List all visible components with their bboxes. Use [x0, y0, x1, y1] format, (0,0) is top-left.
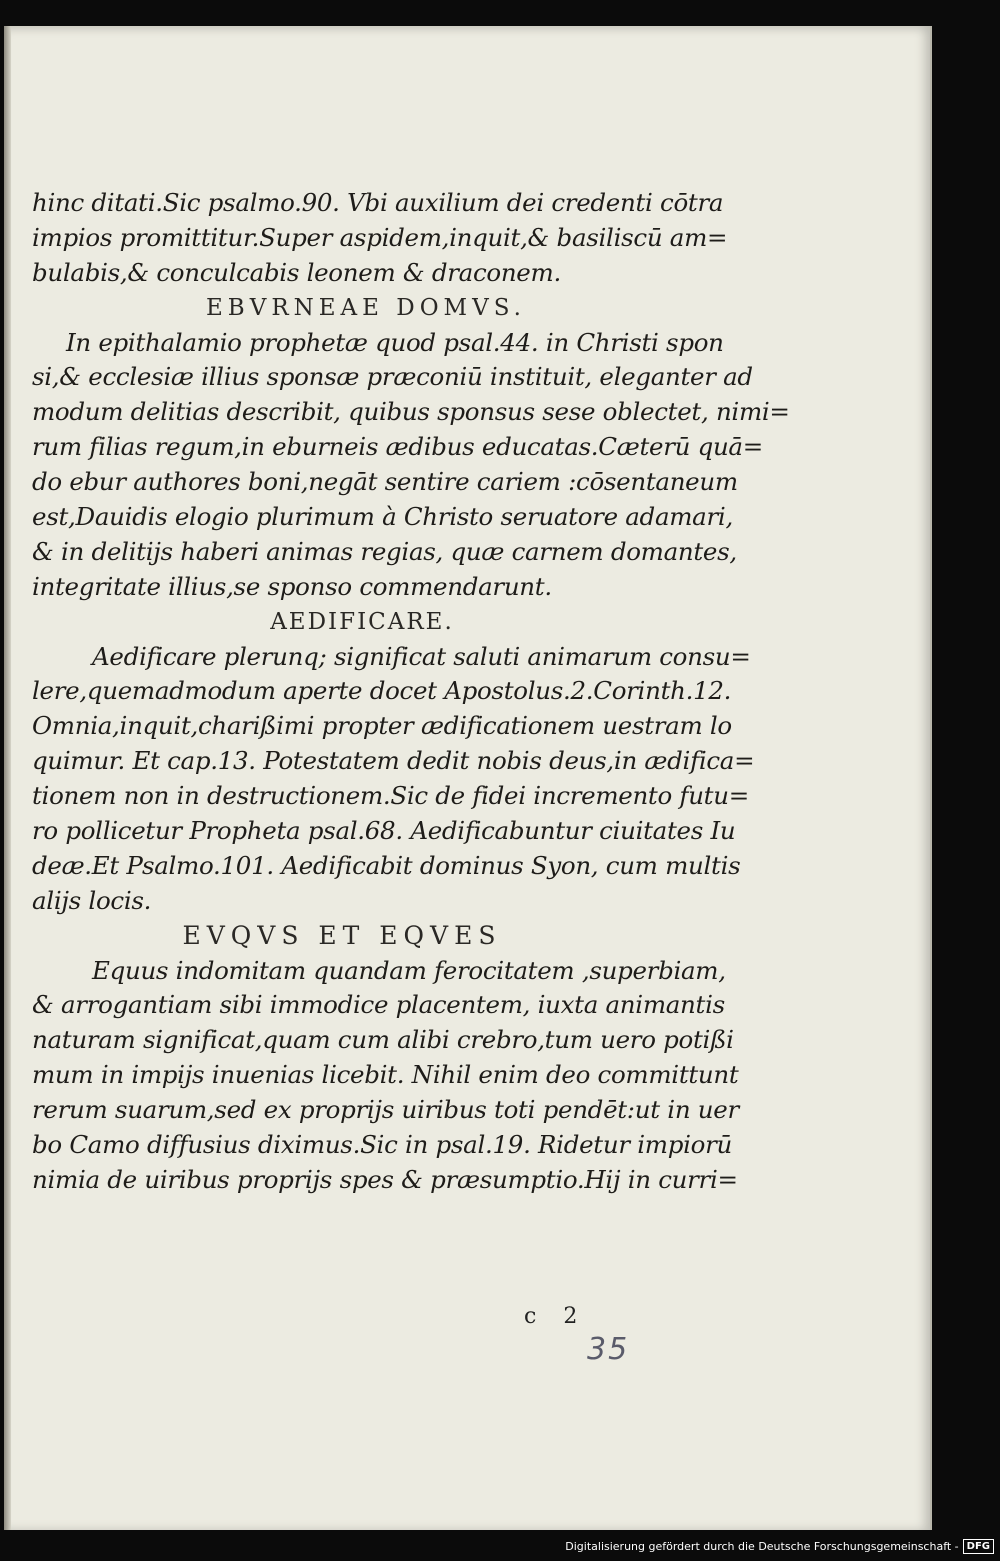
text-line: impios promittitur.Super aspidem,inquit,& basiliscū am= — [32, 222, 728, 252]
text-line: In epithalamio prophetæ quod psal.44. in Christi spon — [66, 327, 724, 357]
text-line: hinc ditati.Sic psalmo.90. Vbi auxilium dei credenti cōtra — [32, 188, 724, 217]
text-line: bo Camo diffusius diximus.Sic in psal.19. Ridetur impiorū — [32, 1130, 732, 1160]
text-line: & arrogantiam sibi immodice placentem, iuxta animantis — [32, 990, 725, 1020]
text-line: Aedificare plerunq; significat saluti animarum consu= — [92, 641, 751, 671]
text-line: Equus indomitam quandam ferocitatem ,superbiam, — [92, 955, 726, 985]
text-line: si,& ecclesiæ illius sponsæ præconiū instituit, eleganter ad — [32, 362, 753, 392]
text-line: deæ.Et Psalmo.101. Aedificabit dominus Syon, cum multis — [32, 850, 741, 880]
text-line: quimur. Et cap.13. Potestatem dedit nobis deus,in ædifica= — [32, 746, 755, 776]
text-line: modum delitias describit, quibus sponsus sese oblectet, nimi= — [32, 397, 790, 427]
text-line: integritate illius,se sponso commendarunt. — [32, 571, 552, 601]
text-line: est,Dauidis elogio plurimum à Christo seruatore adamari, — [32, 502, 733, 532]
section-heading: EVQVS ET EQVES — [182, 920, 502, 950]
section-heading: AEDIFICARE. — [270, 608, 454, 635]
section-heading: EBVRNEAE DOMVS. — [206, 294, 526, 321]
text-line: bulabis,& conculcabis leonem & draconem. — [32, 257, 561, 287]
book-page — [4, 26, 932, 1530]
text-line: rerum suarum,sed ex proprijs uiribus toti pendēt:ut in uer — [32, 1095, 739, 1125]
digitization-footer — [565, 1535, 994, 1557]
text-line: nimia de uiribus proprijs spes & præsumptio.Hij in curri= — [32, 1164, 738, 1194]
text-line: & in delitijs haberi animas regias, quæ carnem domantes, — [32, 536, 737, 566]
text-line: Omnia,inquit,charißimi propter ædificationem uestram lo — [32, 711, 732, 741]
dfg-logo-icon: DFG — [963, 1539, 994, 1554]
page-binding-edge — [4, 26, 11, 1530]
footer-text: Digitalisierung gefördert durch die Deutsche Forschungsgemeinschaft - — [565, 1539, 959, 1553]
text-line: ro pollicetur Propheta psal.68. Aedificabuntur ciuitates Iu — [32, 816, 736, 846]
signature-mark: c 2 — [524, 1304, 588, 1329]
text-block — [32, 186, 790, 1198]
text-line: rum filias regum,in eburneis ædibus educatas.Cæterū quā= — [32, 432, 763, 462]
text-line: alijs locis. — [32, 885, 152, 915]
text-line: do ebur authores boni,negāt sentire cariem :cōsentaneum — [32, 467, 738, 497]
text-line: lere,quemadmodum aperte docet Apostolus.2.Corinth.12. — [32, 676, 732, 706]
text-line: tionem non in destructionem.Sic de fidei incremento futu= — [32, 781, 749, 811]
text-line: naturam significat,quam cum alibi crebro,tum uero potißi — [32, 1025, 734, 1055]
text-line: mum in impijs inuenias licebit. Nihil enim deo committunt — [32, 1060, 739, 1090]
folio-number: 35 — [587, 1332, 630, 1367]
